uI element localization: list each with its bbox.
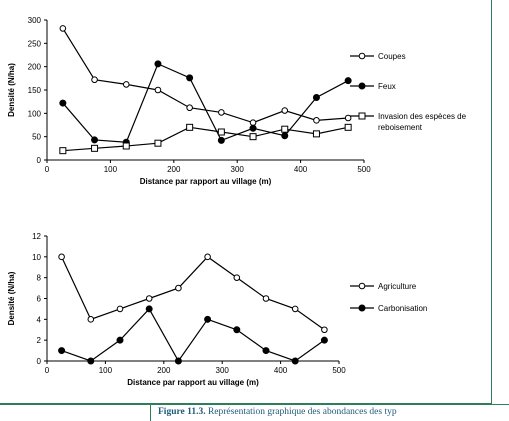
y-tick-label: 200 xyxy=(27,62,41,72)
x-tick-label: 500 xyxy=(332,366,346,375)
data-point xyxy=(250,125,256,131)
x-tick-label: 100 xyxy=(103,165,118,174)
x-tick-label: 400 xyxy=(293,165,308,174)
y-tick-label: 12 xyxy=(32,232,41,241)
chart-top xyxy=(0,0,492,200)
data-point xyxy=(314,118,320,124)
data-point xyxy=(60,26,66,32)
data-point xyxy=(155,140,161,146)
x-tick-label: 400 xyxy=(273,366,288,375)
x-tick-label: 300 xyxy=(215,366,229,375)
caption-left-rule xyxy=(0,404,150,405)
y-tick-label: 150 xyxy=(27,86,41,95)
data-point xyxy=(313,94,319,100)
data-point xyxy=(60,100,66,106)
x-axis-label: Distance par rapport au village (m) xyxy=(139,177,272,186)
data-point xyxy=(345,78,351,84)
legend-label: Agriculture xyxy=(378,282,417,291)
legend-marker xyxy=(359,53,365,59)
x-tick-label: 200 xyxy=(157,366,171,375)
data-point xyxy=(313,131,319,137)
data-point xyxy=(282,126,288,132)
data-point xyxy=(117,306,123,312)
legend-label: reboisement xyxy=(378,123,423,132)
data-point xyxy=(187,105,193,111)
y-axis-label: Densité (N/ha) xyxy=(7,63,16,117)
data-point xyxy=(176,285,182,291)
data-point xyxy=(146,296,152,302)
data-point xyxy=(205,316,211,322)
data-point xyxy=(60,148,66,154)
legend-marker xyxy=(359,305,365,311)
y-tick-label: 8 xyxy=(36,273,41,283)
data-point xyxy=(345,124,351,130)
data-point xyxy=(59,254,65,260)
y-tick-label: 50 xyxy=(32,132,41,142)
data-point xyxy=(88,358,94,364)
data-point xyxy=(92,77,98,83)
data-point xyxy=(234,327,240,333)
y-axis-label: Densité (N/ha) xyxy=(7,271,16,326)
figure-caption xyxy=(158,407,397,417)
y-tick-label: 300 xyxy=(27,16,41,25)
y-tick-label: 0 xyxy=(36,156,41,165)
data-point xyxy=(219,110,225,116)
data-point xyxy=(263,348,269,354)
data-point xyxy=(155,87,161,93)
data-point xyxy=(321,337,327,343)
data-point xyxy=(123,143,129,149)
data-point xyxy=(250,134,256,140)
data-point xyxy=(59,348,65,354)
data-point xyxy=(263,296,269,302)
data-point xyxy=(218,137,224,143)
legend-label: Coupes xyxy=(378,52,406,61)
data-point xyxy=(282,133,288,139)
data-point xyxy=(175,358,181,364)
x-axis-label: Distance par rapport au village (m) xyxy=(127,378,259,387)
data-point xyxy=(218,129,224,135)
data-point xyxy=(187,75,193,81)
data-point xyxy=(205,254,211,260)
data-point xyxy=(282,108,288,114)
caption-text: Représentation graphique des abondances des typ xyxy=(205,407,397,417)
data-point xyxy=(88,317,94,323)
data-point xyxy=(292,358,298,364)
data-point xyxy=(92,137,98,143)
legend-marker xyxy=(359,113,365,119)
x-tick-label: 500 xyxy=(357,165,371,174)
legend-label: Feux xyxy=(378,82,396,91)
data-point xyxy=(250,120,256,126)
x-tick-label: 200 xyxy=(167,165,181,174)
caption-label: Figure 11.3. xyxy=(158,407,206,417)
y-tick-label: 4 xyxy=(36,315,41,325)
x-tick-label: 0 xyxy=(44,165,50,174)
series-line-agriculture xyxy=(62,257,325,330)
y-tick-label: 250 xyxy=(27,39,41,49)
data-point xyxy=(155,61,161,67)
x-tick-label: 0 xyxy=(44,366,50,375)
data-point xyxy=(292,306,298,312)
data-point xyxy=(234,275,240,281)
data-point xyxy=(123,82,129,88)
y-tick-label: 6 xyxy=(36,294,41,304)
y-tick-label: 2 xyxy=(36,336,41,346)
x-tick-label: 300 xyxy=(230,165,244,174)
data-point xyxy=(187,124,193,130)
data-point xyxy=(92,145,98,151)
data-point xyxy=(146,306,152,312)
series-line-feux xyxy=(63,64,348,142)
y-tick-label: 0 xyxy=(36,357,41,366)
legend-marker xyxy=(359,83,365,89)
data-point xyxy=(322,327,328,333)
legend-label: Carbonisation xyxy=(378,304,428,313)
x-tick-label: 100 xyxy=(98,366,113,375)
y-tick-label: 100 xyxy=(27,109,41,119)
series-line-invasion xyxy=(63,127,348,150)
legend-marker xyxy=(359,283,365,289)
data-point xyxy=(117,337,123,343)
chart-bottom xyxy=(0,222,492,402)
series-line-carbonisation xyxy=(62,309,325,361)
y-tick-label: 10 xyxy=(32,252,41,262)
legend-label: Invasion des espèces de xyxy=(378,112,467,121)
